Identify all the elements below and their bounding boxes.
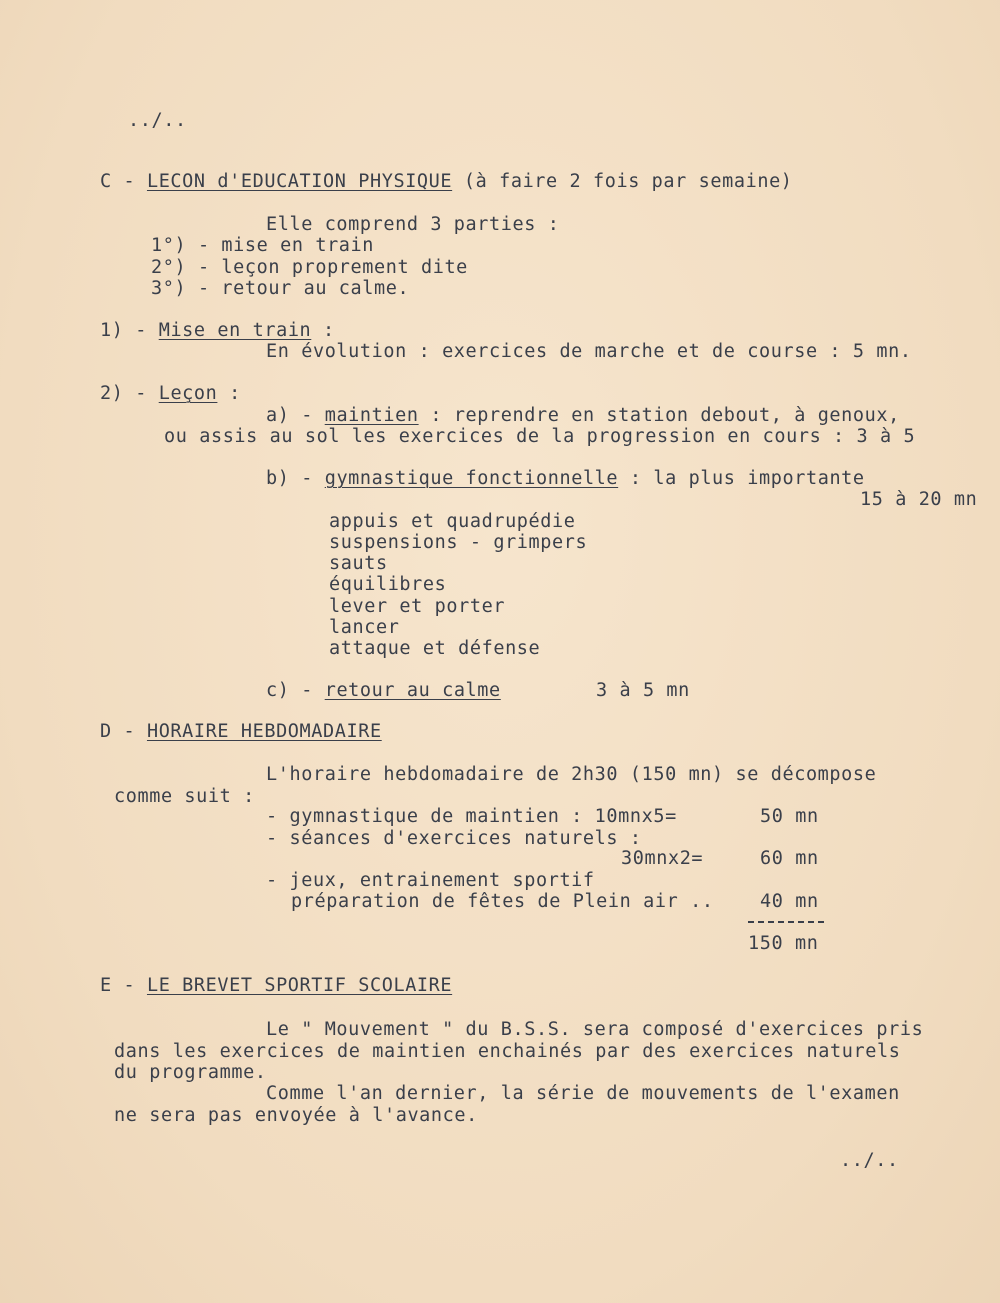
subsection-1-title: Mise en train (158, 320, 312, 341)
schedule-row-3-value: 40 mn (760, 891, 819, 912)
part-2: 2°) - leçon proprement dite (151, 257, 468, 278)
section-e-title: LE BREVET SPORTIF SCOLAIRE (146, 975, 453, 996)
item-b-line-1: b) - gymnastique fonctionnelle : la plus importante (266, 468, 865, 489)
schedule-row-3-label-2: préparation de fêtes de Plein air .. (291, 891, 714, 912)
b-list-item: sauts (329, 553, 388, 574)
b-list-item: attaque et défense (329, 638, 541, 659)
schedule-row-1-value: 50 mn (760, 806, 819, 827)
section-e-heading: E - LE BREVET SPORTIF SCOLAIRE (100, 975, 453, 996)
section-c-title: LECON d'EDUCATION PHYSIQUE (146, 171, 453, 192)
schedule-row-1-label: - gymnastique de maintien : 10mnx5= (266, 806, 677, 827)
subsection-2-title: Leçon (158, 383, 218, 404)
schedule-row-2-label: - séances d'exercices naturels : (266, 828, 642, 849)
item-a-line-2: ou assis au sol les exercices de la progression en cours : 3 à 5 (164, 426, 916, 447)
item-b-title: gymnastique fonctionnelle (324, 468, 619, 489)
part-1: 1°) - mise en train (151, 235, 375, 256)
section-e-p2-line-2: ne sera pas envoyée à l'avance. (114, 1105, 478, 1126)
schedule-total: 150 mn (748, 933, 819, 954)
item-a-title: maintien (324, 405, 419, 426)
item-a-line-1: a) - maintien : reprendre en station debout, à genoux, (266, 405, 900, 426)
section-e-p1-line-3: du programme. (114, 1062, 267, 1083)
total-divider (748, 921, 824, 923)
schedule-row-3-label: - jeux, entrainement sportif (266, 870, 595, 891)
section-e-p2-line-1: Comme l'an dernier, la série de mouvements de l'examen (266, 1083, 900, 1104)
subsection-1-heading: 1) - Mise en train : (100, 320, 335, 341)
section-c-note: (à faire 2 fois par semaine) (452, 171, 793, 192)
section-d-intro-1: L'horaire hebdomadaire de 2h30 (150 mn) se décompose (266, 764, 877, 785)
part-3: 3°) - retour au calme. (151, 278, 410, 299)
b-list-item: lancer (329, 617, 400, 638)
subsection-2-heading: 2) - Leçon : (100, 383, 241, 404)
section-c-heading: C - LECON d'EDUCATION PHYSIQUE (à faire 2 fois par semaine) (100, 171, 793, 192)
item-b-time: 15 à 20 mn (860, 489, 978, 510)
section-d-heading: D - HORAIRE HEBDOMADAIRE (100, 721, 382, 742)
b-list-item: lever et porter (329, 596, 506, 617)
item-c-line: c) - retour au calme (266, 680, 501, 701)
section-e-p1-line-2: dans les exercices de maintien enchainés par des exercices naturels (114, 1041, 901, 1062)
b-list-item: suspensions - grimpers (329, 532, 588, 553)
section-c-intro: Elle comprend 3 parties : (266, 214, 560, 235)
b-list-item: appuis et quadrupédie (329, 511, 576, 532)
section-d-title: HORAIRE HEBDOMADAIRE (146, 721, 382, 742)
schedule-row-2-value: 60 mn (760, 848, 819, 869)
continuation-mark-bottom: ../.. (840, 1150, 899, 1171)
section-d-intro-2: comme suit : (114, 786, 255, 807)
subsection-1-text: En évolution : exercices de marche et de course : 5 mn. (266, 341, 912, 362)
schedule-row-2-sub: 30mnx2= (621, 848, 704, 869)
item-c-title: retour au calme (324, 680, 501, 701)
item-c-time: 3 à 5 mn (596, 680, 690, 701)
section-e-p1-line-1: Le " Mouvement " du B.S.S. sera composé d'exercices pris (266, 1019, 924, 1040)
continuation-mark-top: ../.. (128, 110, 187, 131)
b-list-item: équilibres (329, 574, 447, 595)
